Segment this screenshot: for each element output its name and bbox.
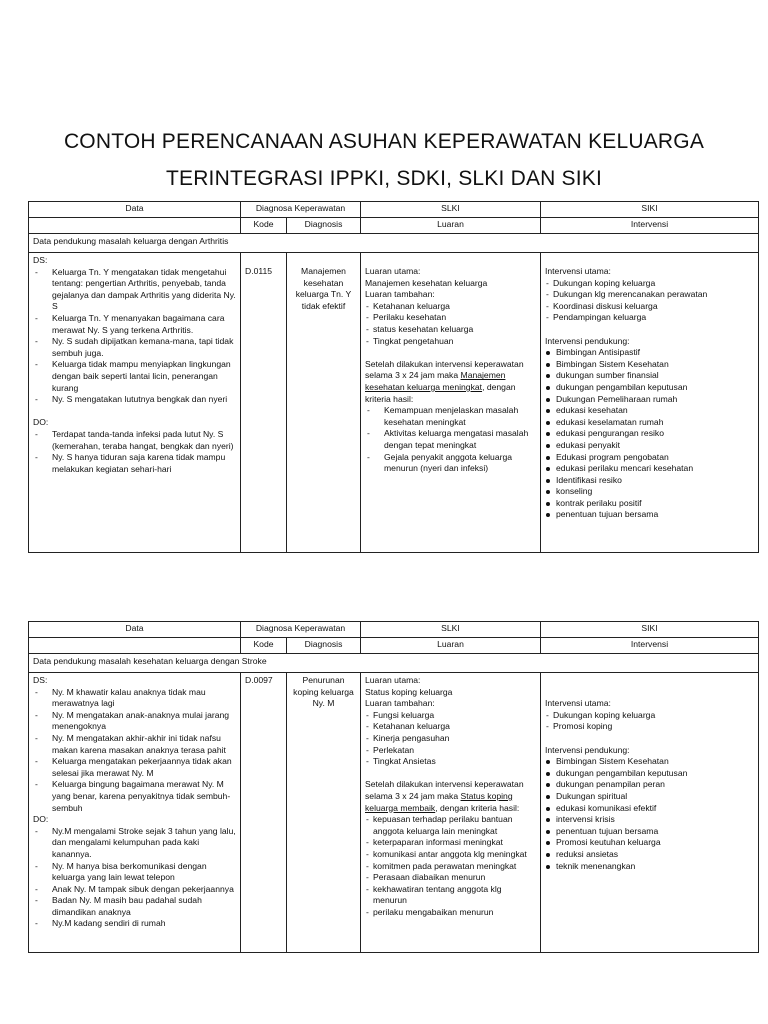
care-plan-table-arthritis [28,201,759,553]
diagnosis-cell: Manajemen kesehatan keluarga Tn. Y tidak efektif [287,253,361,553]
list-item: edukasi penyakit [545,440,754,452]
list-item: Identifikasi resiko [545,475,754,487]
list-item: dukungan penampilan peran [545,779,754,791]
list-item: - Terdapat tanda-tanda infeksi pada lutut Ny. S (kemerahan, teraba hangat, bengkak dan nyeri) [33,429,236,452]
list-item: Dukungan spiritual [545,791,754,803]
header-diagnosis: Diagnosis [287,638,361,654]
kriteria-intro: Setelah dilakukan intervensi keperawatan selama 3 x 24 jam maka Status koping keluarga membaik, dengan kriteria hasil: [365,779,524,813]
list-item: - Ny. M hanya bisa berkomunikasi dengan keluarga yang lain lewat telepon [33,861,236,884]
list-item: intervensi krisis [545,814,754,826]
ds-label: DS: [33,255,48,265]
header-slki: SLKI [361,202,541,218]
care-plan-table-stroke [28,621,759,953]
list-item: - Promosi koping [545,721,754,733]
header-kode: Kode [241,218,287,234]
list-item: - Ketahanan keluarga [365,301,536,313]
header-intervensi: Intervensi [541,218,759,234]
list-item: Bimbingan Sistem Kesehatan [545,359,754,371]
kriteria-list [365,405,536,475]
list-item: - Dukungan klg merencanakan perawatan [545,289,754,301]
intervensi-pendukung-label: Intervensi pendukung: [545,744,630,755]
luaran-tambahan-list [365,710,536,768]
data-cell [29,673,241,953]
luaran-tambahan-list [365,301,536,347]
header-luaran: Luaran [361,218,541,234]
list-item: dukungan sumber finansial [545,370,754,382]
header-empty [29,218,241,234]
list-item: - Tingkat Ansietas [365,756,536,768]
list-item: - Perlekatan [365,745,536,757]
list-item: - Keluarga Tn. Y menanyakan bagaimana cara merawat Ny. S yang terkena Arthritis. [33,313,236,336]
list-item: - Gejala penyakit anggota keluarga menurun (nyeri dan infeksi) [365,452,536,475]
list-item: edukasi kesehatan [545,405,754,417]
do-label: DO: [33,814,49,825]
header-slki: SLKI [361,622,541,638]
intervensi-utama-list [545,710,754,733]
list-item: edukasi pengurangan resiko [545,428,754,440]
header-empty [29,638,241,654]
list-item: edukasi perilaku mencari kesehatan [545,463,754,475]
list-item: - Ny. S mengatakan lututnya bengkak dan nyeri [33,394,236,406]
header-luaran: Luaran [361,638,541,654]
list-item: Edukasi program pengobatan [545,452,754,464]
list-item: - Keluarga Tn. Y mengatakan tidak mengetahui tentang: pengertian Arthritis, penyebab, tanda gejalanya dan dampak Arthritis yang diderita Ny. S [33,267,236,313]
list-item: teknik menenangkan [545,861,754,873]
list-item: - Perilaku kesehatan [365,312,536,324]
list-item: - komitmen pada perawatan meningkat [365,861,536,873]
list-item: edukasi komunikasi efektif [545,803,754,815]
list-item: Promosi keutuhan keluarga [545,837,754,849]
list-item: - Keluarga mengatakan pekerjaannya tidak akan selesai jika merawat Ny. M [33,756,236,779]
luaran-utama-label: Luaran utama: [365,675,421,685]
header-kode: Kode [241,638,287,654]
intervensi-cell [541,253,759,553]
list-item: konseling [545,486,754,498]
intervensi-cell [541,673,759,953]
list-item: Bimbingan Sistem Kesehatan [545,756,754,768]
do-list [33,826,236,930]
page-title-line-2: TERINTEGRASI IPPKI, SDKI, SLKI DAN SIKI [165,167,603,190]
list-item: - perilaku mengabaikan menurun [365,907,536,919]
list-item: dukungan pengambilan keputusan [545,382,754,394]
kode-cell: D.0097 [241,673,287,953]
header-siki: SIKI [541,622,759,638]
luaran-tambahan-label: Luaran tambahan: [365,289,435,300]
list-item: - Aktivitas keluarga mengatasi masalah dengan tepat meningkat [365,428,536,451]
list-item: - Dukungan koping keluarga [545,278,754,290]
list-item: - Ny. M mengatakan anak-anaknya mulai jarang menengoknya [33,710,236,733]
intervensi-pendukung-list [545,756,754,872]
header-intervensi: Intervensi [541,638,759,654]
intervensi-utama-label: Intervensi utama: [545,698,611,709]
list-item: - Tingkat pengetahuan [365,336,536,348]
intervensi-utama-list [545,278,754,324]
list-item: - Pendampingan keluarga [545,312,754,324]
luaran-tambahan-label: Luaran tambahan: [365,698,435,709]
list-item: - Keluarga bingung bagaimana merawat Ny. M yang benar, karena penyakitnya tidak sembuh-sembuh [33,779,236,814]
kriteria-list [365,814,536,918]
list-item: - kekhawatiran tentang anggota klg menurun [365,884,536,907]
list-item: dukungan pengambilan keputusan [545,768,754,780]
do-list [33,429,236,475]
list-item: Bimbingan Antisipastif [545,347,754,359]
list-item: Dukungan Pemeliharaan rumah [545,394,754,406]
luaran-utama: Manajemen kesehatan keluarga [365,277,488,288]
luaran-cell [361,673,541,953]
list-item: - Ny. S sudah dipijatkan kemana-mana, tapi tidak sembuh juga. [33,336,236,359]
list-item: - Ny. M khawatir kalau anaknya tidak mau merawatnya lagi [33,687,236,710]
intervensi-pendukung-label: Intervensi pendukung: [545,335,630,346]
ds-list [33,267,236,406]
list-item: - Kinerja pengasuhan [365,733,536,745]
list-item: - Anak Ny. M tampak sibuk dengan pekerjaannya [33,884,236,896]
list-item: edukasi keselamatan rumah [545,417,754,429]
intervensi-utama-label: Intervensi utama: [545,266,611,276]
list-item: - Ny. M mengatakan akhir-akhir ini tidak nafsu makan karena masakan anaknya terasa pahit [33,733,236,756]
list-item: - kepuasan terhadap perilaku bantuan anggota keluarga lain meningkat [365,814,536,837]
ds-label: DS: [33,675,48,685]
list-item: - Dukungan koping keluarga [545,710,754,722]
list-item: kontrak perilaku positif [545,498,754,510]
section-title: Data pendukung masalah kesehatan keluarga dengan Stroke [29,654,759,673]
list-item: - Ketahanan keluarga [365,721,536,733]
header-diagnosa: Diagnosa Keperawatan [241,622,361,638]
ds-list [33,687,236,815]
list-item: - Ny. S hanya tiduran saja karena tidak mampu melakukan kegiatan sehari-hari [33,452,236,475]
luaran-utama-label: Luaran utama: [365,266,421,276]
list-item: penentuan tujuan bersama [545,509,754,521]
header-data: Data [29,622,241,638]
list-item: - Ny.M mengalami Stroke sejak 3 tahun yang lalu, dan mengalami kelumpuhan pada kaki kanannya. [33,826,236,861]
header-siki: SIKI [541,202,759,218]
section-title: Data pendukung masalah keluarga dengan Arthritis [29,234,759,253]
list-item: - Fungsi keluarga [365,710,536,722]
header-data: Data [29,202,241,218]
diagnosis-cell: Penurunan koping keluarga Ny. M [287,673,361,953]
list-item: penentuan tujuan bersama [545,826,754,838]
list-item: - status kesehatan keluarga [365,324,536,336]
header-diagnosis: Diagnosis [287,218,361,234]
luaran-utama: Status koping keluarga [365,686,453,697]
data-cell [29,253,241,553]
list-item: - komunikasi antar anggota klg meningkat [365,849,536,861]
list-item: - keterpaparan informasi meningkat [365,837,536,849]
list-item: - Kemampuan menjelaskan masalah kesehatan meningkat [365,405,536,428]
list-item: - Ny.M kadang sendiri di rumah [33,918,236,930]
list-item: - Keluarga tidak mampu menyiapkan lingkungan dengan baik seperti lantai licin, penerangan kurang [33,359,236,394]
header-diagnosa: Diagnosa Keperawatan [241,202,361,218]
list-item: reduksi ansietas [545,849,754,861]
list-item: - Badan Ny. M masih bau padahal sudah dimandikan anaknya [33,895,236,918]
list-item: - Perasaan diabaikan menurun [365,872,536,884]
luaran-cell [361,253,541,553]
page-title-line-1: CONTOH PERENCANAAN ASUHAN KEPERAWATAN KELUARGA [63,130,705,153]
kriteria-intro: Setelah dilakukan intervensi keperawatan selama 3 x 24 jam maka Manajemen kesehatan keluarga meningkat, dengan kriteria hasil: [365,358,524,404]
do-label: DO: [33,417,49,428]
intervensi-pendukung-list [545,347,754,521]
kode-cell: D.0115 [241,253,287,553]
list-item: - Koordinasi diskusi keluarga [545,301,754,313]
